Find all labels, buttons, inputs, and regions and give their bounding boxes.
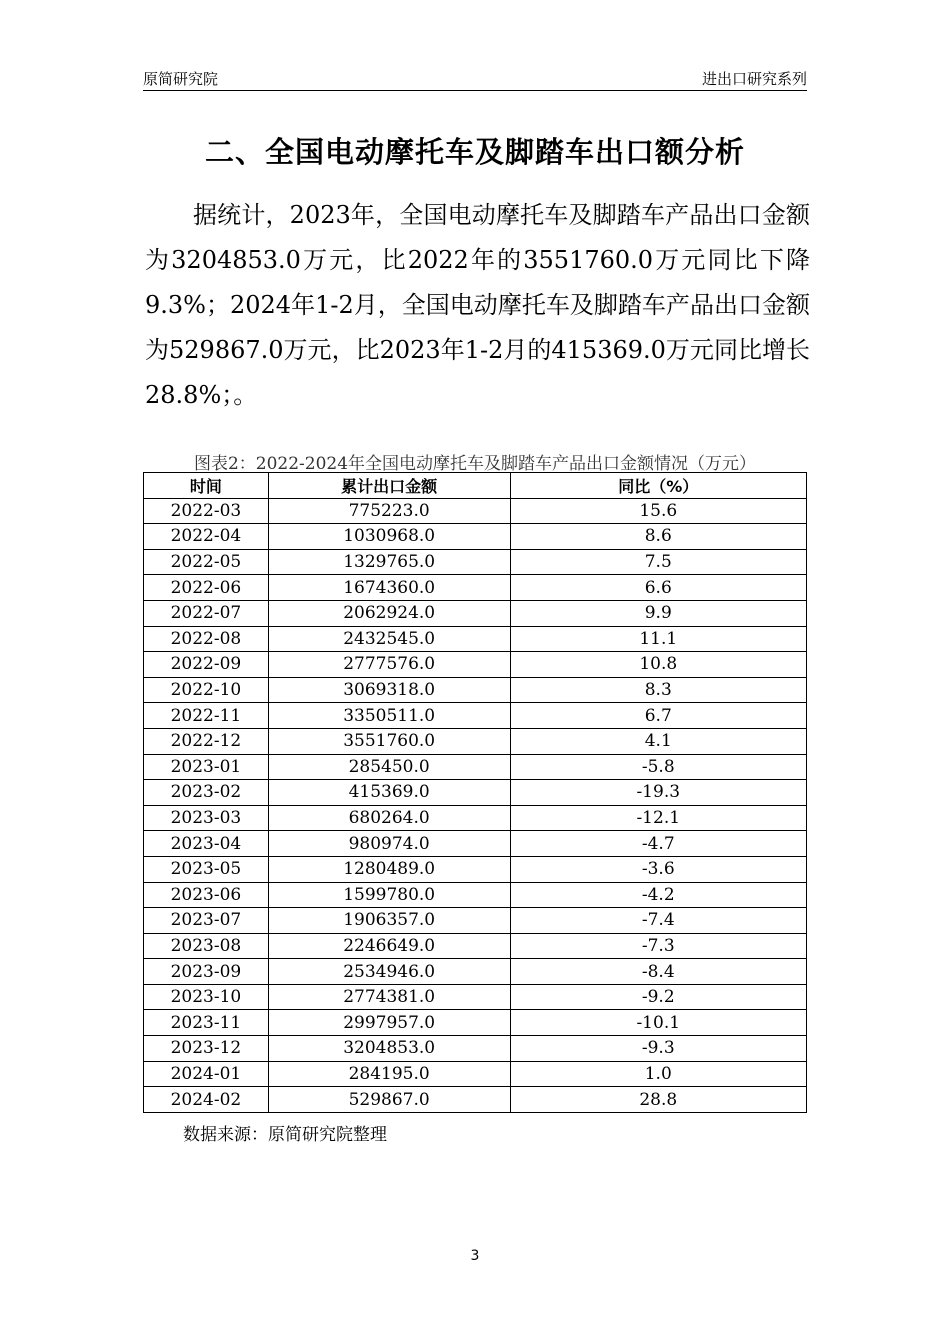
- cell-cumulative-export: 2774381.0: [268, 984, 510, 1010]
- cell-time: 2022-05: [144, 549, 269, 575]
- table-row: [144, 524, 807, 550]
- header-organization: 原简研究院: [143, 70, 219, 88]
- cell-yoy: -9.2: [510, 984, 807, 1010]
- cell-yoy: 11.1: [510, 626, 807, 652]
- column-header-cumulative-export: 累计出口金额: [268, 473, 510, 499]
- cell-time: 2023-03: [144, 805, 269, 831]
- cell-time: 2022-12: [144, 728, 269, 754]
- cell-yoy: 28.8: [510, 1087, 807, 1113]
- page-header: [143, 66, 807, 91]
- cell-cumulative-export: 1906357.0: [268, 908, 510, 934]
- cell-time: 2023-07: [144, 908, 269, 934]
- cell-cumulative-export: 1030968.0: [268, 524, 510, 550]
- cell-time: 2022-04: [144, 524, 269, 550]
- data-source-note: 数据来源：原简研究院整理: [183, 1125, 387, 1145]
- column-header-yoy: 同比（%）: [510, 473, 807, 499]
- table-row: [144, 831, 807, 857]
- cell-cumulative-export: 1280489.0: [268, 856, 510, 882]
- cell-cumulative-export: 2432545.0: [268, 626, 510, 652]
- table-row: [144, 933, 807, 959]
- section-title: 二、全国电动摩托车及脚踏车出口额分析: [204, 135, 745, 169]
- cell-cumulative-export: 1329765.0: [268, 549, 510, 575]
- cell-yoy: 6.6: [510, 575, 807, 601]
- table-row: [144, 677, 807, 703]
- cell-yoy: 8.3: [510, 677, 807, 703]
- table-row: [144, 908, 807, 934]
- cell-yoy: -3.6: [510, 856, 807, 882]
- cell-cumulative-export: 980974.0: [268, 831, 510, 857]
- table-row: [144, 1036, 807, 1062]
- cell-time: 2023-04: [144, 831, 269, 857]
- cell-time: 2022-03: [144, 498, 269, 524]
- cell-yoy: 9.9: [510, 600, 807, 626]
- cell-time: 2022-10: [144, 677, 269, 703]
- cell-cumulative-export: 3204853.0: [268, 1036, 510, 1062]
- cell-yoy: -4.7: [510, 831, 807, 857]
- page-number: 3: [470, 1248, 480, 1264]
- table-row: [144, 959, 807, 985]
- table-row: [144, 703, 807, 729]
- table-row: [144, 882, 807, 908]
- table-header-row: [144, 473, 807, 499]
- cell-time: 2023-12: [144, 1036, 269, 1062]
- table-row: [144, 1061, 807, 1087]
- cell-time: 2023-02: [144, 780, 269, 806]
- table-row: [144, 498, 807, 524]
- cell-cumulative-export: 529867.0: [268, 1087, 510, 1113]
- body-paragraph: 据统计，2023年，全国电动摩托车及脚踏车产品出口金额为3204853.0万元，比2022年的3551760.0万元同比下降9.3%；2024年1-2月，全国电动摩托车及脚踏车产品出口金额为529867.0万元，比2023年1-2月的415369.0万元同比增长28.8%；。: [145, 201, 810, 409]
- table-body: [144, 498, 807, 1112]
- table-row: [144, 984, 807, 1010]
- table-row: [144, 780, 807, 806]
- table-row: [144, 1010, 807, 1036]
- cell-time: 2023-11: [144, 1010, 269, 1036]
- cell-yoy: 10.8: [510, 652, 807, 678]
- cell-time: 2022-07: [144, 600, 269, 626]
- cell-time: 2022-06: [144, 575, 269, 601]
- cell-yoy: 6.7: [510, 703, 807, 729]
- table-row: [144, 600, 807, 626]
- cell-time: 2023-10: [144, 984, 269, 1010]
- cell-yoy: -4.2: [510, 882, 807, 908]
- cell-yoy: 7.5: [510, 549, 807, 575]
- cell-time: 2022-08: [144, 626, 269, 652]
- cell-cumulative-export: 2062924.0: [268, 600, 510, 626]
- table-row: [144, 805, 807, 831]
- cell-time: 2022-11: [144, 703, 269, 729]
- table-row: [144, 626, 807, 652]
- cell-cumulative-export: 2246649.0: [268, 933, 510, 959]
- cell-yoy: 8.6: [510, 524, 807, 550]
- cell-yoy: 1.0: [510, 1061, 807, 1087]
- cell-time: 2023-06: [144, 882, 269, 908]
- cell-time: 2023-01: [144, 754, 269, 780]
- cell-time: 2023-05: [144, 856, 269, 882]
- table-caption: 图表2：2022-2024年全国电动摩托车及脚踏车产品出口金额情况（万元）: [193, 454, 757, 474]
- cell-cumulative-export: 680264.0: [268, 805, 510, 831]
- cell-cumulative-export: 284195.0: [268, 1061, 510, 1087]
- export-data-table: [143, 472, 807, 1113]
- cell-cumulative-export: 2997957.0: [268, 1010, 510, 1036]
- cell-yoy: -7.4: [510, 908, 807, 934]
- cell-yoy: -12.1: [510, 805, 807, 831]
- table-row: [144, 856, 807, 882]
- cell-time: 2022-09: [144, 652, 269, 678]
- cell-time: 2024-01: [144, 1061, 269, 1087]
- header-series-title: 进出口研究系列: [701, 70, 807, 88]
- cell-yoy: -10.1: [510, 1010, 807, 1036]
- table-row: [144, 1087, 807, 1113]
- cell-cumulative-export: 3551760.0: [268, 728, 510, 754]
- cell-cumulative-export: 2777576.0: [268, 652, 510, 678]
- cell-yoy: 15.6: [510, 498, 807, 524]
- cell-cumulative-export: 285450.0: [268, 754, 510, 780]
- cell-cumulative-export: 2534946.0: [268, 959, 510, 985]
- cell-yoy: -9.3: [510, 1036, 807, 1062]
- cell-cumulative-export: 1599780.0: [268, 882, 510, 908]
- cell-yoy: -7.3: [510, 933, 807, 959]
- table-row: [144, 754, 807, 780]
- cell-time: 2023-09: [144, 959, 269, 985]
- cell-cumulative-export: 3069318.0: [268, 677, 510, 703]
- cell-yoy: -8.4: [510, 959, 807, 985]
- cell-cumulative-export: 3350511.0: [268, 703, 510, 729]
- cell-time: 2024-02: [144, 1087, 269, 1113]
- column-header-time: 时间: [144, 473, 269, 499]
- table-row: [144, 728, 807, 754]
- cell-yoy: 4.1: [510, 728, 807, 754]
- table-row: [144, 575, 807, 601]
- cell-cumulative-export: 415369.0: [268, 780, 510, 806]
- table-row: [144, 652, 807, 678]
- table-row: [144, 549, 807, 575]
- cell-cumulative-export: 1674360.0: [268, 575, 510, 601]
- cell-cumulative-export: 775223.0: [268, 498, 510, 524]
- cell-time: 2023-08: [144, 933, 269, 959]
- cell-yoy: -5.8: [510, 754, 807, 780]
- cell-yoy: -19.3: [510, 780, 807, 806]
